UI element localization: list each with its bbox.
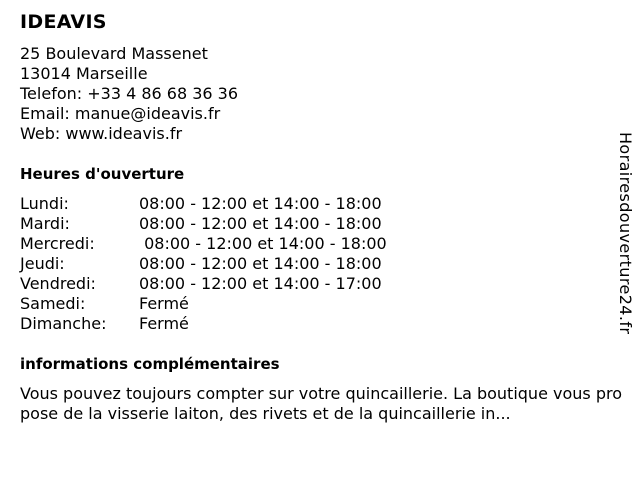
hours-day: Dimanche:: [20, 314, 107, 333]
additional-info-heading: informations complémentaires: [20, 355, 280, 373]
hours-time: 08:00 - 12:00 et 14:00 - 18:00: [139, 214, 382, 233]
web-line: Web: www.ideavis.fr: [20, 124, 183, 143]
address-street: 25 Boulevard Massenet: [20, 44, 208, 63]
site-watermark: Horairesdouverture24.fr: [616, 132, 635, 335]
hours-time: 08:00 - 12:00 et 14:00 - 18:00: [139, 254, 382, 273]
additional-info-text: Vous pouvez toujours compter sur votre quincaillerie. La boutique vous propose de la visserie laiton, des rivets et de la quincaillerie in...: [20, 384, 622, 423]
opening-hours-heading: Heures d'ouverture: [20, 165, 185, 183]
hours-row-friday: [20, 274, 387, 294]
hours-time: 08:00 - 12:00 et 14:00 - 18:00: [139, 234, 387, 253]
opening-hours-table: [20, 194, 387, 334]
address-city: 13014 Marseille: [20, 64, 148, 83]
email-line: Email: manue@ideavis.fr: [20, 104, 221, 123]
hours-row-sunday: [20, 314, 387, 334]
hours-day: Vendredi:: [20, 274, 96, 293]
hours-row-monday: [20, 194, 387, 214]
hours-row-saturday: [20, 294, 387, 314]
hours-day: Mardi:: [20, 214, 70, 233]
hours-time: 08:00 - 12:00 et 14:00 - 18:00: [139, 194, 382, 213]
contact-block: [20, 44, 238, 144]
hours-day: Samedi:: [20, 294, 86, 313]
hours-time: Fermé: [139, 314, 189, 333]
hours-day: Lundi:: [20, 194, 69, 213]
hours-day: Jeudi:: [20, 254, 65, 273]
hours-row-thursday: [20, 254, 387, 274]
company-name: IDEAVIS: [20, 11, 107, 33]
hours-time: Fermé: [139, 294, 189, 313]
hours-row-wednesday: [20, 234, 387, 254]
hours-day: Mercredi:: [20, 234, 95, 253]
hours-time: 08:00 - 12:00 et 14:00 - 17:00: [139, 274, 382, 293]
hours-row-tuesday: [20, 214, 387, 234]
phone-line: Telefon: +33 4 86 68 36 36: [20, 84, 239, 103]
